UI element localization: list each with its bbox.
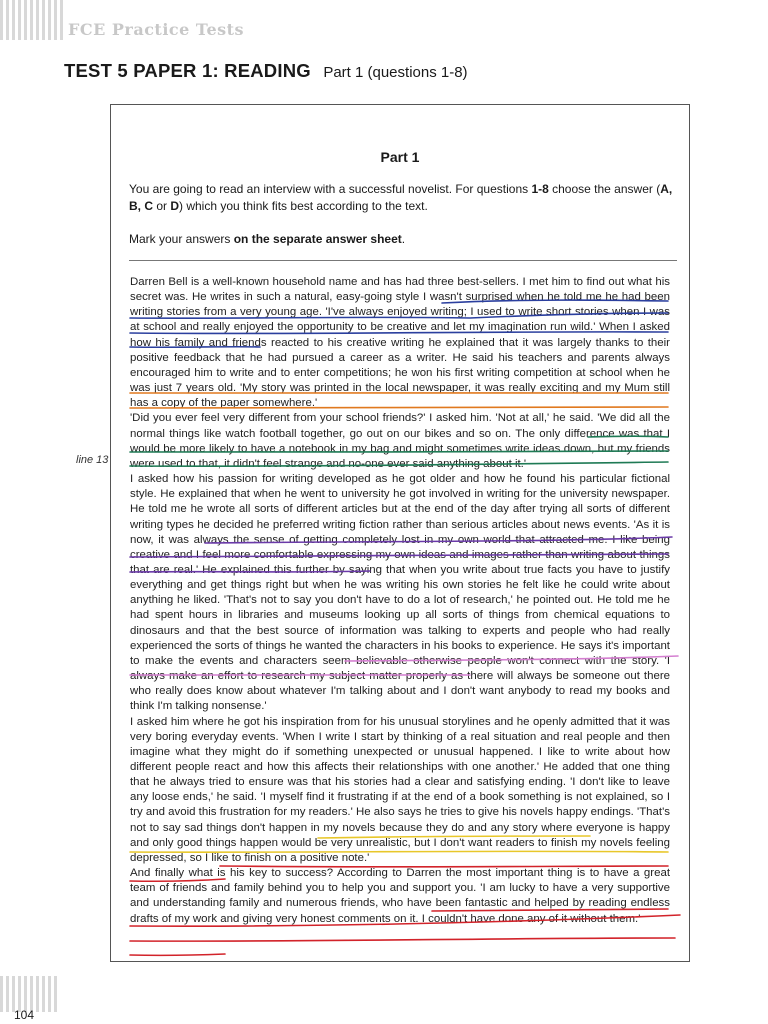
instruction-bold: on the separate answer sheet xyxy=(233,232,402,246)
instruction-text: . xyxy=(401,232,406,246)
divider xyxy=(129,260,677,261)
reading-frame xyxy=(110,104,690,962)
instruction-bold: 1-8 xyxy=(531,182,549,196)
instruction-text: choose the answer ( xyxy=(548,182,661,196)
test-title: TEST 5 PAPER 1: READING xyxy=(64,60,311,81)
instruction-text: or xyxy=(153,199,171,213)
part-subtitle: Part 1 (questions 1-8) xyxy=(323,64,468,81)
series-title: FCE Practice Tests xyxy=(68,20,245,39)
instruction-text: ) which you think fits best according to the text. xyxy=(179,199,428,213)
article-paragraph: I asked him where he got his inspiration from for his unusual storylines and he openly admitted that it was very boring everyday events. 'When I write I start by thinking of a real situation and real people and then imagine what they might do if something unexpected or unusual happened. I like to write about how different people react and how this affects their relationships with one another.' He added that one thing that he always tried to ensure was that his stories had a clear and satisfying ending. 'I don't like to leave any loose ends,' he said. 'I myself find it frustrating if at the end of a book something is not explained, so I try and avoid this frustration for my readers.' He also says he tries to give his novels happy endings. 'That's not to say sad things don't happen in my novels because they do and any story where everyone is happy and only good things happen would be very unrealistic, but I don't want readers to finish my novels feeling depressed, so I like to finish on a positive note.' xyxy=(130,715,670,864)
article-text xyxy=(130,275,670,927)
instruction-answer-sheet xyxy=(129,231,677,248)
instruction-questions xyxy=(129,181,677,215)
decorative-stripes xyxy=(0,976,58,1012)
page-title xyxy=(64,60,468,82)
instruction-text: Mark your answers xyxy=(129,232,234,246)
instruction-bold: A, B, C xyxy=(129,182,673,213)
line-marker: line 13 xyxy=(76,454,109,466)
instruction-text: You are going to read an interview with a successful novelist. For questions xyxy=(129,182,532,196)
part-heading: Part 1 xyxy=(380,149,420,165)
article-paragraph: Darren Bell is a well-known household name and has had three best-sellers. I met him to find out what his secret was. He writes in such a natural, easy-going style I wasn't surprised when he told me he had been writing stories from a very young age. 'I've always enjoyed writing; I used to write short stories when I was at school and really enjoyed the opportunity to be creative and let my imagination run wild.' When I asked how his family and friends reacted to his creative writing he explained that it was largely thanks to their positive feedback that he had pursued a career as a writer. He said his teachers and parents always encouraged him to write and to enter competitions; he won his first writing competition at school when he was just 7 years old. 'My story was printed in the local newspaper, it was really exciting and my Mum still has a copy of the paper somewhere.' xyxy=(130,276,670,410)
instruction-bold: D xyxy=(170,199,180,213)
page-number: 104 xyxy=(14,1008,35,1022)
article-paragraph: I asked how his passion for writing developed as he got older and how he found his particular fictional style. He explained that when he went to university he got involved in writing for the university newspaper. He told me he wrote all sorts of different articles but at the end of the day after trying all sorts of different writing types he decided he preferred writing fiction rather than serious articles about news events. 'As it is now, it was always the sense of getting completely lost in my own world that attracted me. I like being creative and I feel more comfortable expressing my own ideas and images rather than writing about things that are real.' He explained this further by saying that when you write about true facts you have to justify everything and get things right but when he was writing his own stories he felt like he could write about anything he liked. 'That's not to say you don't have to do a lot of research,' he pointed out. He told me he had spent hours in libraries and museums looking up all sorts of things from chemical equations to dinosaurs and that the best source of information was talking to experts and people who had really experienced the sorts of things he wanted the characters in his books to experience. He says it's important to make the events and characters seem believable otherwise people won't connect with the story. 'I always make an effort to research my subject matter properly as there will always be someone out there who really does know about whatever I'm talking about and I don't want anybody to read my books and think I'm talking nonsense.' xyxy=(130,473,670,713)
article-paragraph: And finally what is his key to success? According to Darren the most important thing is to have a great team of friends and family behind you to help you and support you. 'I am lucky to have a very supportive and understanding family and numerous friends, who have been fantastic and helped by reading endless drafts of my work and giving very honest comments on it. I couldn't have done any of it without them.' xyxy=(130,867,670,925)
decorative-stripes xyxy=(0,0,64,40)
article-paragraph: 'Did you ever feel very different from your school friends?' I asked him. 'Not at all,' he said. 'We did all the normal things like watch football together, go out on our bikes and so on. The only difference was that I would be more likely to have a notebook in my bag and might sometimes write ideas down, but my friends were used to that, it didn't feel strange and no-one ever said anything about it.' xyxy=(130,412,670,470)
